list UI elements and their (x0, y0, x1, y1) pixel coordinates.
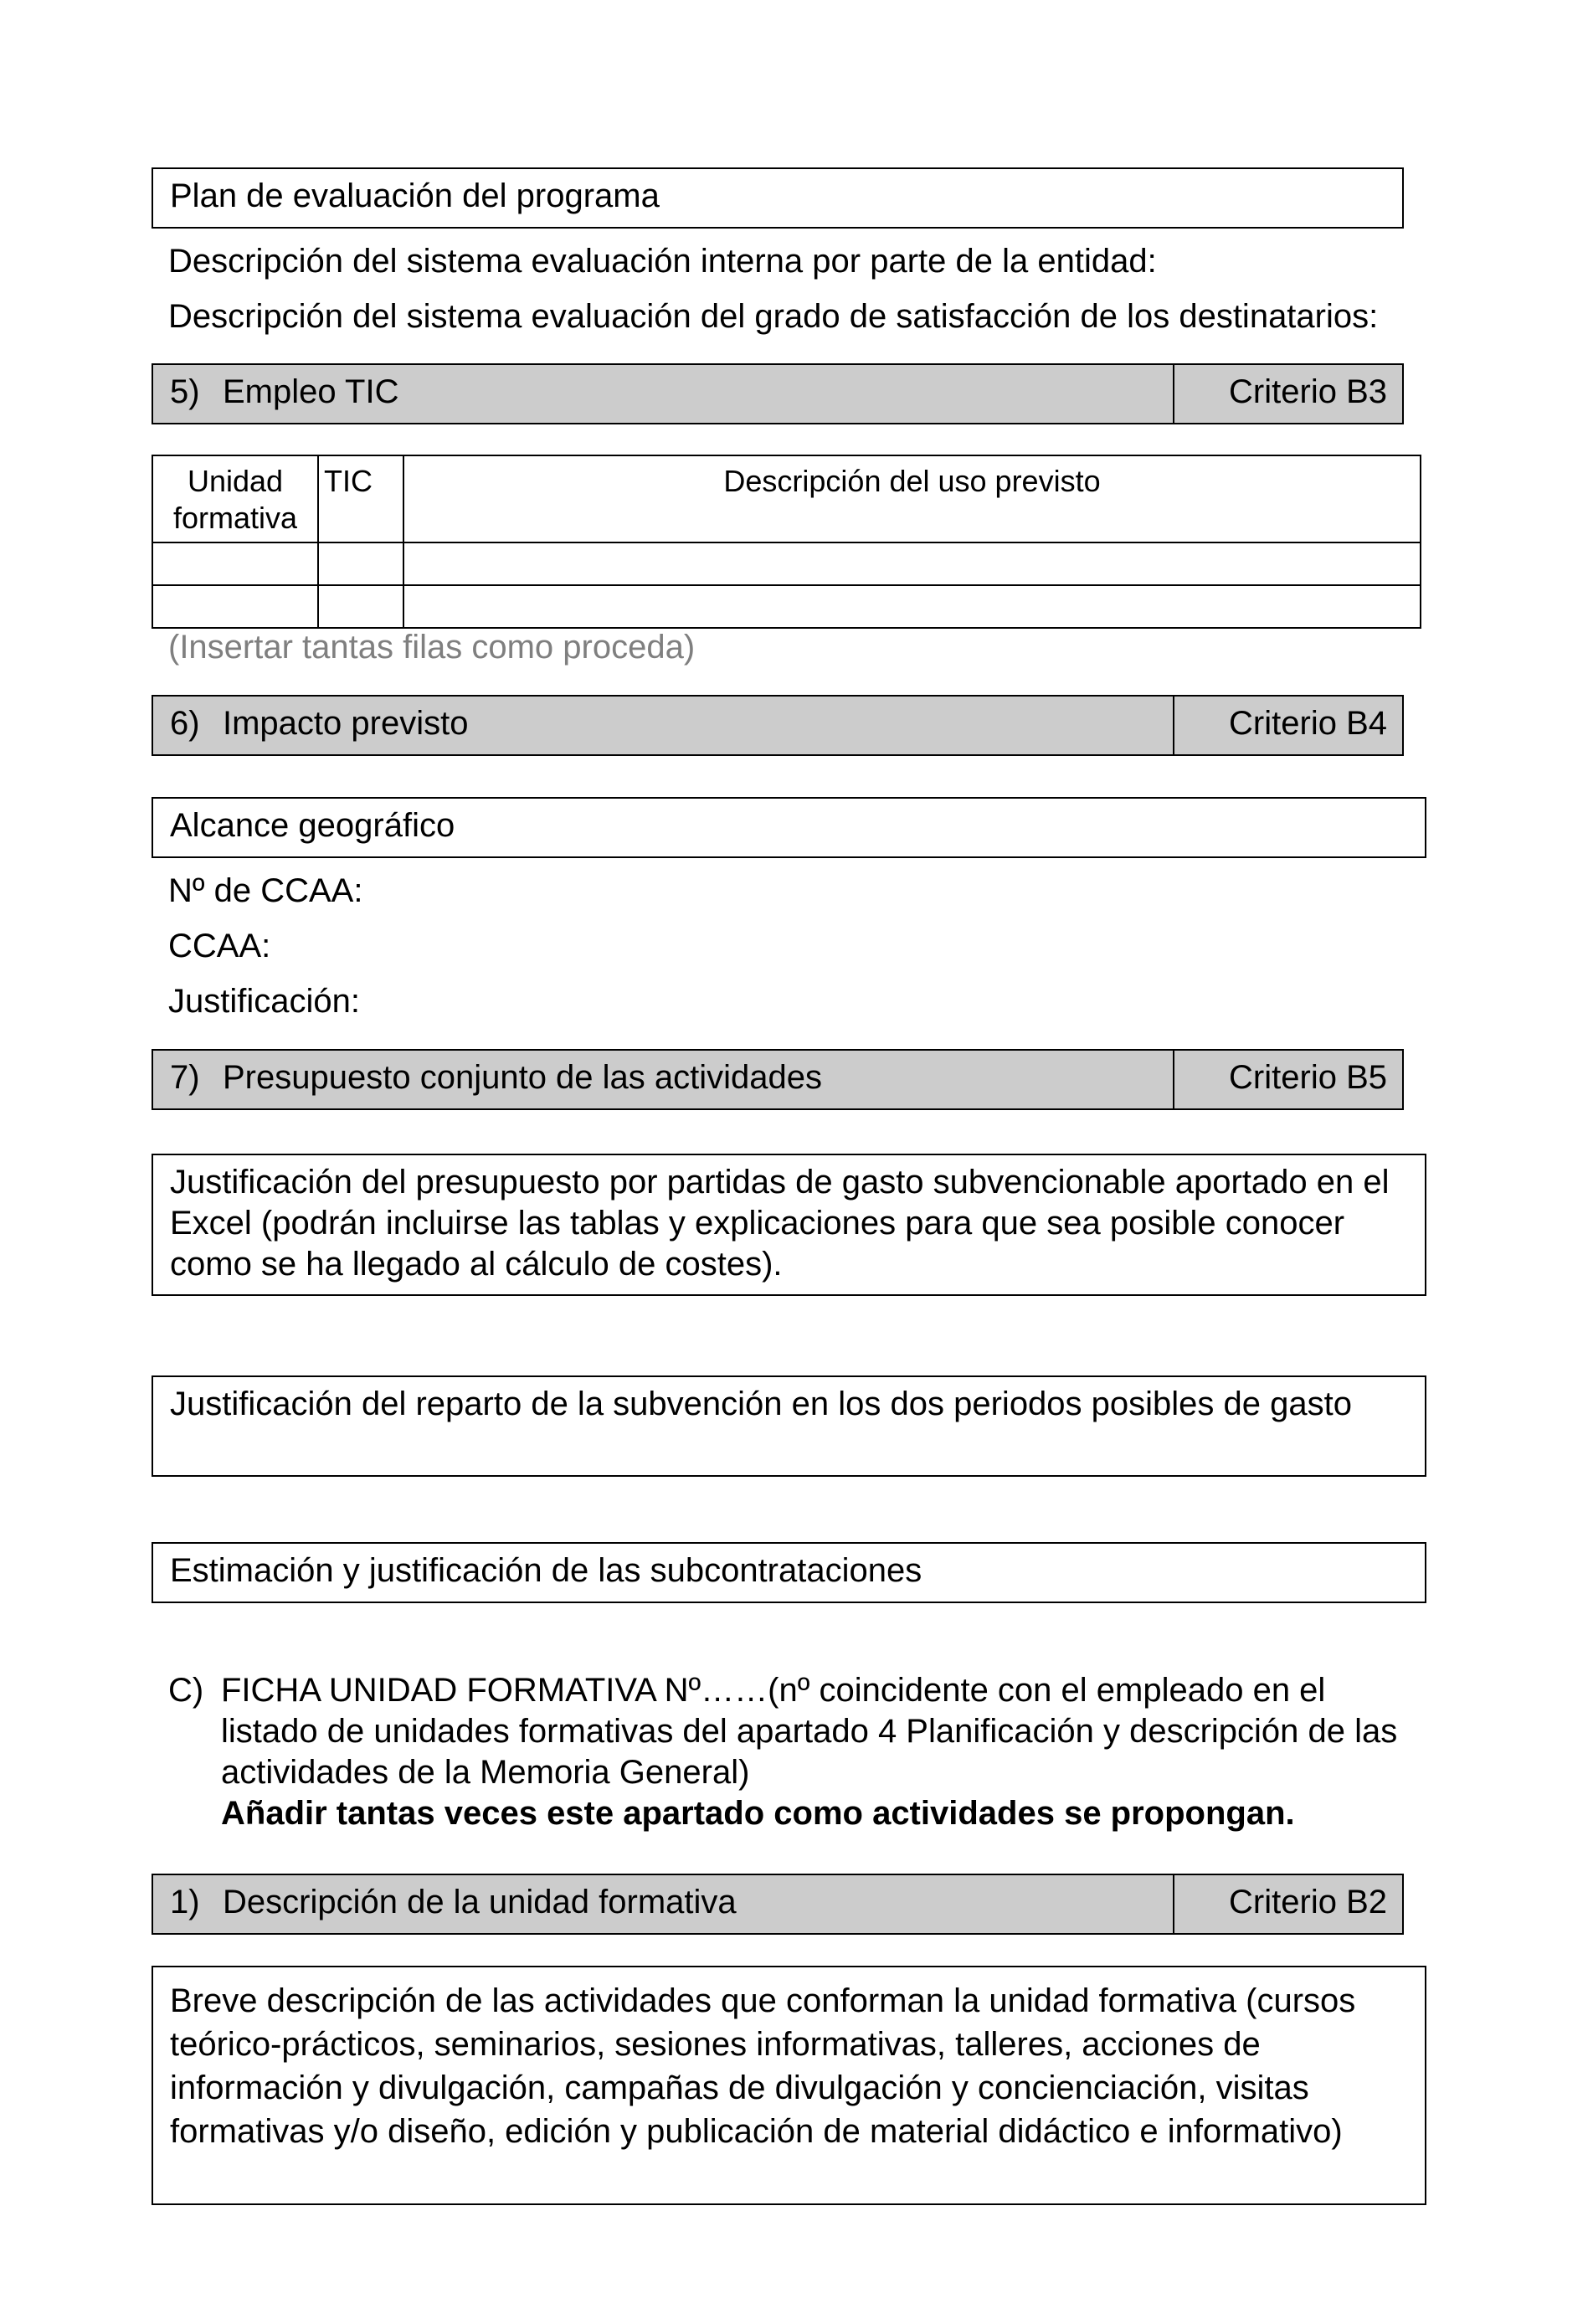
budget-justification-box (152, 1154, 1426, 1296)
table-cell[interactable] (152, 542, 318, 585)
subsidy-distribution-text: Justificación del reparto de la subvención en los dos periodos posibles de gasto (170, 1386, 1352, 1422)
tic-table-wrapper (152, 455, 1421, 627)
evaluation-heading: Plan de evaluación del programa (170, 177, 660, 214)
table-row (152, 585, 1421, 628)
budget-justification-text: Justificación del presupuesto por partidas de gasto subvencionable aportado en el Excel (podrán incluirse las tablas y explicaciones para que sea posible conocer como se ha llegado al cálculo de costes). (170, 1164, 1390, 1283)
ccaa-label: CCAA: (168, 928, 271, 964)
table-cell[interactable] (318, 542, 403, 585)
section-5-criterion: Criterio B3 (1173, 365, 1402, 423)
table-cell[interactable] (318, 585, 403, 628)
col-header-unidad: Unidad formativa (152, 455, 318, 542)
section-6-header (152, 695, 1404, 756)
unit-description-box (152, 1966, 1426, 2205)
section-7-title: 7) Presupuesto conjunto de las actividades (170, 1059, 823, 1096)
ficha-number: C) (168, 1672, 204, 1709)
section-1-header (152, 1874, 1404, 1935)
ficha-unidad-formativa (168, 1670, 1424, 1834)
subsidy-distribution-box (152, 1375, 1426, 1477)
evaluation-internal-line: Descripción del sistema evaluación interna por parte de la entidad: (168, 243, 1157, 280)
section-1-title: 1) Descripción de la unidad formativa (170, 1884, 737, 1920)
evaluation-heading-box (152, 167, 1404, 229)
section-1-criterion: Criterio B2 (1173, 1875, 1402, 1933)
ficha-instruction: Añadir tantas veces este apartado como actividades se propongan. (221, 1795, 1295, 1832)
table-cell[interactable] (403, 542, 1421, 585)
ficha-text: FICHA UNIDAD FORMATIVA Nº……(nº coincidente con el empleado en el listado de unidades formativas del apartado 4 Planificación y descripción de las actividades de la Memoria General) (221, 1672, 1398, 1791)
unit-description-text: Breve descripción de las actividades que conforman la unidad formativa (cursos teórico-prácticos, seminarios, sesiones informativas, talleres, acciones de información y divulgación, campañas de divulgación y concienciación, visitas formativas y/o diseño, edición y publicación de material didáctico e informativo) (170, 1982, 1356, 2150)
table-cell[interactable] (152, 585, 318, 628)
section-7-header (152, 1049, 1404, 1110)
geographic-scope-heading: Alcance geográfico (170, 807, 455, 844)
section-6-title: 6) Impacto previsto (170, 705, 469, 742)
ccaa-count-label: Nº de CCAA: (168, 872, 363, 909)
section-7-criterion: Criterio B5 (1173, 1051, 1402, 1108)
section-5-header (152, 363, 1404, 424)
insert-rows-hint: (Insertar tantas filas como proceda) (168, 629, 696, 666)
section-5-title: 5) Empleo TIC (170, 373, 399, 410)
table-header-row (152, 455, 1421, 542)
tic-table (152, 455, 1421, 629)
table-row (152, 542, 1421, 585)
section-6-criterion: Criterio B4 (1173, 697, 1402, 754)
geographic-scope-box (152, 797, 1426, 858)
justification-label: Justificación: (168, 983, 360, 1020)
col-header-descripcion: Descripción del uso previsto (403, 455, 1421, 542)
subcontracting-text: Estimación y justificación de las subcontrataciones (170, 1552, 922, 1589)
evaluation-satisfaction-line: Descripción del sistema evaluación del grado de satisfacción de los destinatarios: (168, 298, 1379, 335)
col-header-tic: TIC (318, 455, 403, 542)
subcontracting-box (152, 1542, 1426, 1603)
table-cell[interactable] (403, 585, 1421, 628)
